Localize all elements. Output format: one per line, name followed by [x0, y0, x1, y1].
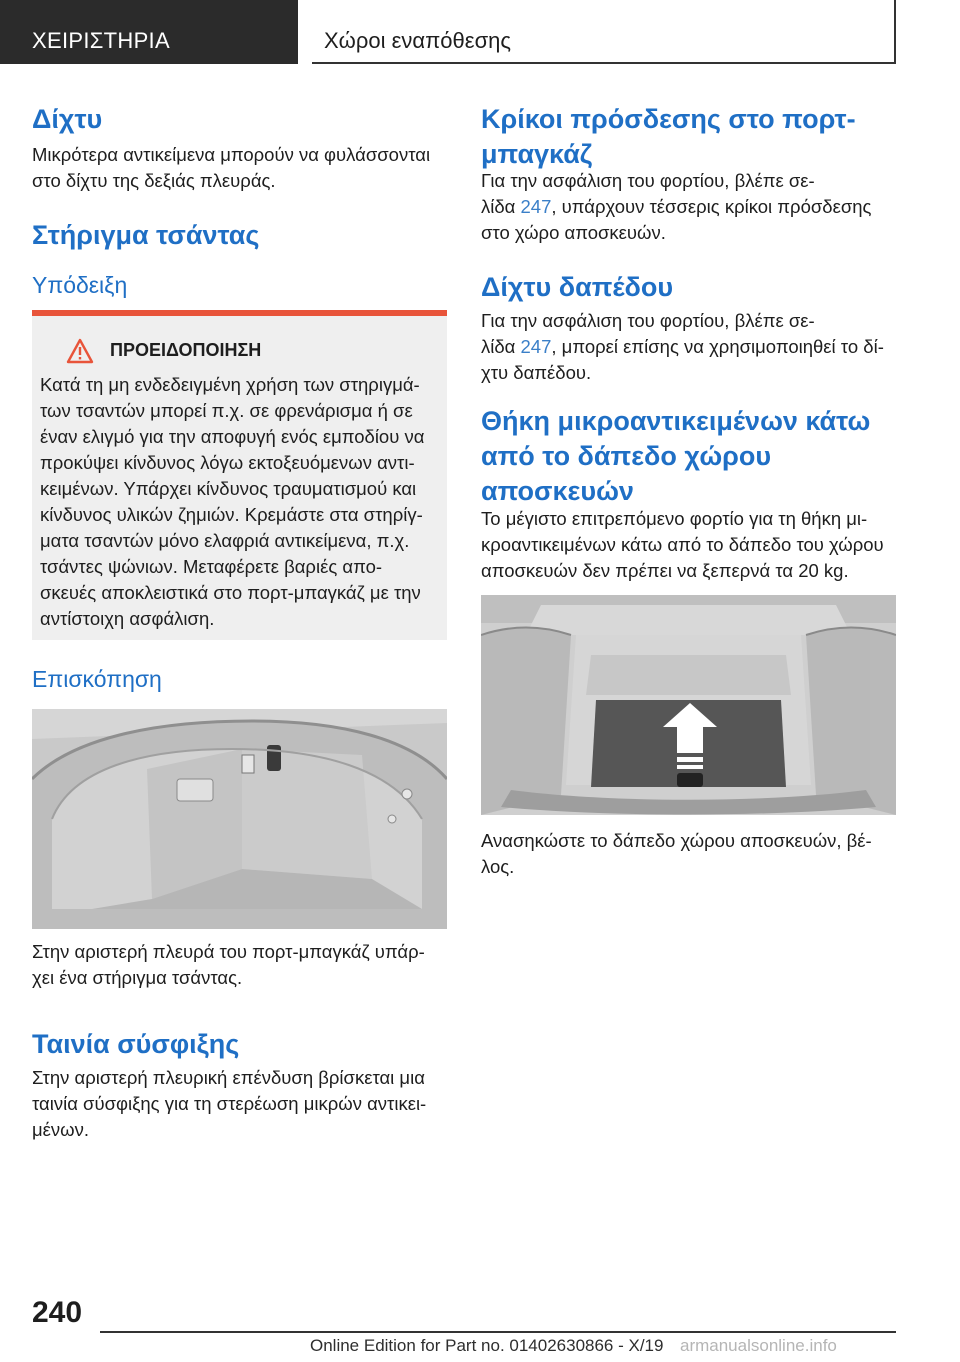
warning-line: τσάντες ψώνιων. Μεταφέρετε βαριές απο- [40, 556, 383, 577]
heading-net: Δίχτυ [32, 104, 103, 134]
warning-line: ματα τσαντών μόνο ελαφριά αντικείμενα, π.χ. [40, 530, 410, 551]
heading-bag-holder: Στήριγμα τσάντας [32, 220, 260, 250]
paragraph-line: κροαντικειμένων κάτω από το δάπεδο του χώρου [481, 534, 884, 555]
watermark: armanualsonline.info [680, 1336, 837, 1355]
footer-edition: Online Edition for Part no. 01402630866 - X/19 [310, 1336, 664, 1355]
warning-line: κειμένων. Υπάρχει κίνδυνος τραυματισμού και [40, 478, 417, 499]
paragraph-line: μένων. [32, 1119, 89, 1140]
paragraph-line: χτυ δαπέδου. [481, 362, 592, 383]
warning-line: αντίστοιχη ασφάλιση. [40, 608, 215, 629]
paragraph-net [32, 142, 452, 194]
paragraph-tie-down-rings [481, 168, 901, 246]
paragraph-line: χει ένα στήριγμα τσάντας. [32, 967, 243, 988]
warning-line: κίνδυνος υλικών ζημιών. Κρεμάστε στα στηρίγ- [40, 504, 423, 525]
paragraph-strap [32, 1065, 452, 1143]
heading-underfloor-tray [481, 404, 901, 509]
paragraph-line: Για την ασφάλιση του φορτίου, βλέπε σε- [481, 170, 815, 191]
warning-line: προκύψει κίνδυνος λόγω εκτοξευόμενων αντι- [40, 452, 415, 473]
heading-line: Θήκη μικροαντικειμένων κάτω [481, 406, 871, 436]
paragraph-line: στο χώρο αποσκευών. [481, 222, 666, 243]
warning-line: έναν ελιγμό για την αποφυγή ενός εμποδίου να [40, 426, 425, 447]
header-section-tab [0, 0, 298, 64]
warning-line: σκευές αποκλειστικά στο πορτ-μπαγκάζ με την [40, 582, 421, 603]
warning-box [32, 310, 447, 640]
heading-line: αποσκευών [481, 476, 634, 506]
paragraph-line: αποσκευών δεν πρέπει να ξεπερνά τα 20 kg. [481, 560, 849, 581]
warning-bar [32, 310, 447, 316]
paragraph-line: λος. [481, 856, 515, 877]
paragraph-line: Για την ασφάλιση του φορτίου, βλέπε σε- [481, 310, 815, 331]
warning-line: Κατά τη μη ενδεδειγμένη χρήση των στηριγμά- [40, 374, 420, 395]
header-section-label: ΧΕΙΡΙΣΤΗΡΙΑ [32, 28, 170, 53]
heading-tie-down-rings [481, 102, 901, 172]
paragraph-lift-floor [481, 828, 901, 880]
warning-title: ΠΡΟΕΙΔΟΠΟΙΗΣΗ [110, 340, 262, 360]
paragraph-overview [32, 939, 452, 991]
heading-note: Υπόδειξη [32, 272, 128, 298]
text-span: λίδα [481, 336, 521, 357]
trunk-floor-illustration [481, 595, 896, 815]
warning-text [40, 372, 440, 632]
header-chapter-tab [312, 0, 896, 64]
text-span: λίδα [481, 196, 521, 217]
page-link[interactable]: 247 [520, 196, 552, 217]
paragraph-line: Μικρότερα αντικείμενα μπορούν να φυλάσσονται [32, 144, 431, 165]
warning-triangle-icon [66, 338, 94, 364]
page-number: 240 [32, 1296, 83, 1329]
footer-divider [100, 1331, 896, 1333]
paragraph-line: Στην αριστερή πλευρική επένδυση βρίσκεται μια [32, 1067, 425, 1088]
paragraph-line [481, 334, 901, 360]
paragraph-line: Στην αριστερή πλευρά του πορτ-μπαγκάζ υπάρ- [32, 941, 425, 962]
heading-line: από το δάπεδο χώρου [481, 441, 772, 471]
paragraph-line: στο δίχτυ της δεξιάς πλευράς. [32, 170, 276, 191]
heading-floor-net: Δίχτυ δαπέδου [481, 272, 674, 302]
header-chapter-label: Χώροι εναπόθεσης [324, 28, 511, 53]
heading-overview: Επισκόπηση [32, 666, 162, 692]
page-link[interactable]: 247 [520, 336, 552, 357]
heading-line: μπαγκάζ [481, 139, 593, 169]
paragraph-underfloor-tray [481, 506, 901, 584]
heading-strap: Ταινία σύσφιξης [32, 1029, 240, 1059]
trunk-bag-holder-illustration [32, 709, 447, 929]
warning-line: των τσαντών μπορεί π.χ. σε φρενάρισμα ή σε [40, 400, 413, 421]
paragraph-line: ταινία σύσφιξης για τη στερέωση μικρών αντικει- [32, 1093, 427, 1114]
paragraph-line: Ανασηκώστε το δάπεδο χώρου αποσκευών, βέ- [481, 830, 872, 851]
paragraph-line [481, 194, 901, 220]
heading-line: Κρίκοι πρόσδεσης στο πορτ- [481, 104, 856, 134]
text-span: , υπάρχουν τέσσερις κρίκοι πρόσδεσης [551, 196, 872, 217]
paragraph-line: Το μέγιστο επιτρεπόμενο φορτίο για τη θήκη μι- [481, 508, 868, 529]
paragraph-floor-net [481, 308, 901, 386]
text-span: , μπορεί επίσης να χρησιμοποιηθεί το δί- [551, 336, 884, 357]
